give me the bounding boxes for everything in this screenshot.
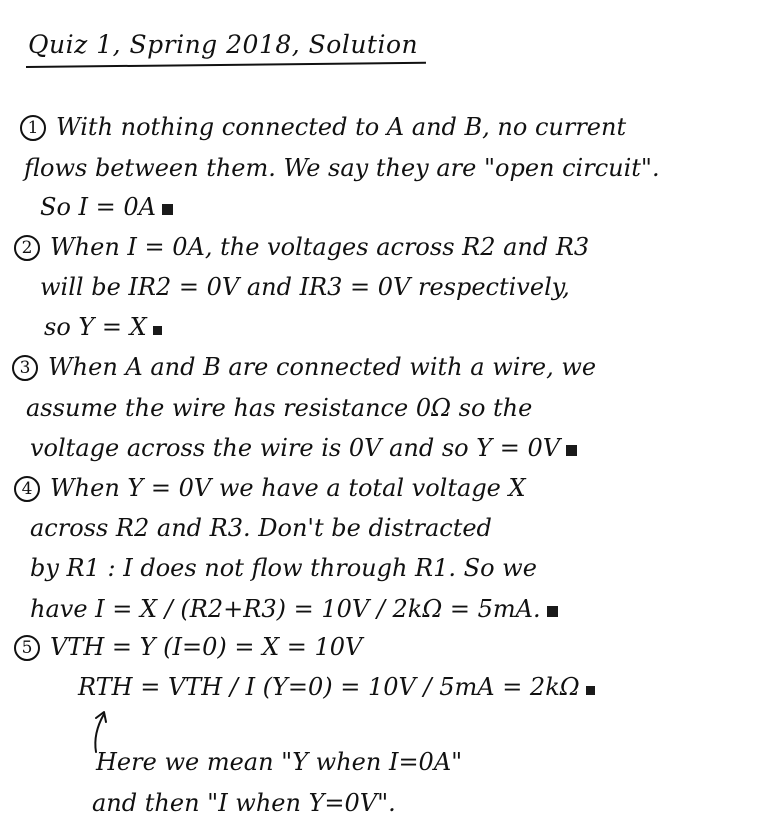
- item-1-line-1-row: [20, 112, 626, 142]
- item-1-number: 1: [20, 115, 46, 141]
- item-2-line-1: When I = 0A, the voltages across R2 and R3: [50, 233, 590, 261]
- item-2-line-2: will be IR2 = 0V and IR3 = 0V respectively,: [40, 273, 570, 301]
- qed-square-icon: [566, 445, 577, 456]
- item-5-line-1-row: [14, 632, 362, 662]
- page-title: Quiz 1, Spring 2018, Solution: [28, 30, 419, 59]
- item-4-line-1: When Y = 0V we have a total voltage X: [50, 474, 526, 502]
- item-4-line-3: by R1 : I does not flow through R1. So we: [30, 554, 537, 582]
- item-3-number: 3: [12, 355, 38, 381]
- item-5-line-2: RTH = VTH / I (Y=0) = 10V / 5mA = 2kΩ: [78, 673, 580, 701]
- item-1-line-1: With nothing connected to A and B, no current: [56, 113, 627, 141]
- title-underline: [26, 62, 426, 68]
- item-3-line-3-row: [30, 433, 577, 463]
- item-4-line-4: have I = X / (R2+R3) = 10V / 2kΩ = 5mA.: [30, 595, 541, 623]
- item-4-line-4-row: [30, 594, 558, 624]
- item-1-line-2: flows between them. We say they are "open circuit".: [24, 154, 660, 182]
- item-3-line-2: assume the wire has resistance 0Ω so the: [26, 394, 533, 422]
- qed-square-icon: [153, 326, 162, 335]
- item-1-line-3: So I = 0A: [40, 193, 156, 221]
- item-2-line-3-row: [44, 312, 162, 342]
- item-3-line-1: When A and B are connected with a wire, we: [48, 353, 597, 381]
- item-1-line-3-row: [40, 192, 173, 222]
- item-3-line-1-row: [12, 352, 596, 382]
- note-line-2: and then "I when Y=0V".: [92, 789, 396, 817]
- item-4-line-1-row: [14, 473, 526, 503]
- qed-square-icon: [547, 606, 558, 617]
- item-2-number: 2: [14, 235, 40, 261]
- item-2-line-1-row: [14, 232, 589, 262]
- item-5-number: 5: [14, 635, 40, 661]
- note-line-1: Here we mean "Y when I=0A": [96, 748, 463, 776]
- item-4-number: 4: [14, 476, 40, 502]
- item-5-line-1: VTH = Y (I=0) = X = 10V: [50, 633, 363, 661]
- qed-square-icon: [162, 204, 173, 215]
- item-4-line-2: across R2 and R3. Don't be distracted: [30, 514, 492, 542]
- item-2-line-3: so Y = X: [44, 313, 147, 341]
- item-3-line-3: voltage across the wire is 0V and so Y = 0V: [30, 434, 561, 462]
- item-5-line-2-row: [78, 672, 595, 702]
- qed-square-icon: [586, 686, 595, 695]
